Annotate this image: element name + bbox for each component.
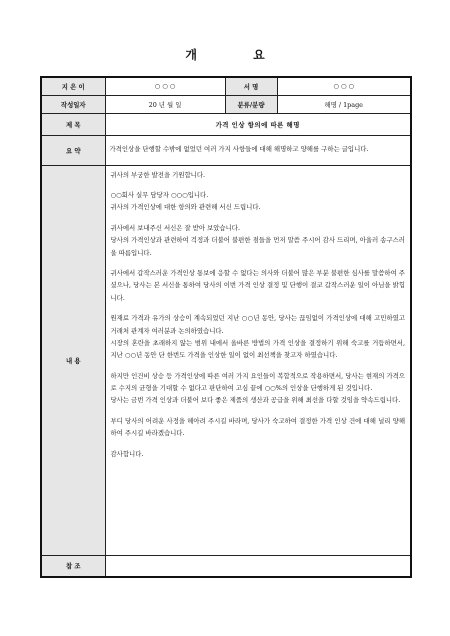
author-label: 지 은 이 <box>41 77 105 95</box>
content-line: 귀사에서 보내주신 서신은 잘 받아 보았습니다. <box>110 224 240 233</box>
content-paragraph <box>111 222 406 259</box>
author-value: ○ ○ ○ <box>105 77 225 95</box>
content-line: ○○회사 실무 담당자 ○○○입니다. <box>110 191 209 200</box>
content-paragraph <box>111 189 406 213</box>
content-line: 당사의 가격인상과 관련하여 걱정과 더불어 불편한 점들을 먼저 말씀 주시어 감사 드리며, 아울러 송구스러울 따름입니다. <box>110 236 405 257</box>
reference-value <box>105 555 411 577</box>
content-paragraph <box>111 267 406 304</box>
content-row <box>41 165 411 555</box>
content-line: 당사는 금번 가격 인상과 더불어 보다 좋은 제품의 생산과 공급을 위해 최선을 다할 것임을 약속드립니다. <box>110 396 401 405</box>
summary-form-table <box>40 76 412 578</box>
content-paragraph <box>111 312 406 361</box>
reference-label: 참 조 <box>41 555 105 577</box>
date-value: 20 년 월 일 <box>105 95 225 113</box>
date-label: 작성일자 <box>41 95 105 113</box>
subject-value: 가격 인상 항의에 따른 해명 <box>105 113 411 135</box>
content-line: 하지만 인건비 상승 등 가격인상에 따른 여러 가지 요인들이 복합적으로 작용하면서, 당사는 현재의 가격으로 수지의 균형을 기대할 수 없다고 판단하여 고심 끝에 ○○%의 인상을 단행하게 된 것입니다. <box>110 371 405 392</box>
category-label: 분류/분량 <box>225 95 277 113</box>
category-value: 해명 / 1page <box>277 95 411 113</box>
author-row <box>41 77 411 95</box>
content-paragraphs <box>111 169 406 460</box>
summary-row <box>41 135 411 165</box>
subject-label: 제 목 <box>41 113 105 135</box>
content-line: 귀사에서 갑작스러운 가격인상 통보에 응할 수 없다는 의사와 더불어 많은 부분 불편한 심사를 말씀하여 주셨으나, 당사는 본 서신을 통하여 당사의 이번 가격 인상 결정 및 단행이 결코 갑작스러운 일이 아님을 밝힙니다. <box>110 269 405 302</box>
date-row <box>41 95 411 113</box>
content-paragraph <box>111 169 406 181</box>
content-paragraph <box>111 415 406 439</box>
reference-row <box>41 555 411 577</box>
content-line: 귀사의 부궁한 발전을 기원합니다. <box>110 170 206 179</box>
content-label: 내 용 <box>41 165 105 555</box>
content-paragraph <box>111 370 406 407</box>
page-title: 개 요 <box>185 48 291 62</box>
content-line: 부디 당사의 어려운 사정을 헤아려 주시길 바라며, 당사가 숙고하여 결정한 가격 인상 건에 대해 널리 양해하여 주시길 바라겠습니다. <box>110 416 405 437</box>
signature-value: ○ ○ ○ <box>277 77 411 95</box>
content-line: 시장의 혼란을 초래하지 않는 범위 내에서 올바른 방법의 가격 인상을 결정하기 위해 숙고를 거듭하면서, 지난 ○○년 동안 단 한번도 가격을 인상한 일이 없이 최선책을 찾고자 하였습니다. <box>110 338 405 359</box>
summary-label: 요 약 <box>41 135 105 165</box>
content-body <box>105 165 411 555</box>
subject-row <box>41 113 411 135</box>
content-line: 원재료 가격과 유가의 상승이 계속되었던 지난 ○○년 동안, 당사는 끊임없이 가격인상에 대해 고민하였고 거래처 관계자 여러분과 논의하였습니다. <box>110 314 405 335</box>
signature-label: 서 명 <box>225 77 277 95</box>
summary-value: 가격인상을 단행할 수밖에 없었던 여러 가지 사항들에 대해 해명하고 양해를 구하는 글입니다. <box>105 135 411 165</box>
content-line: 감사합니다. <box>110 449 144 458</box>
content-line: 귀사의 가격인상에 대한 항의와 관련해 서신 드립니다. <box>110 203 261 212</box>
content-paragraph <box>111 448 406 460</box>
